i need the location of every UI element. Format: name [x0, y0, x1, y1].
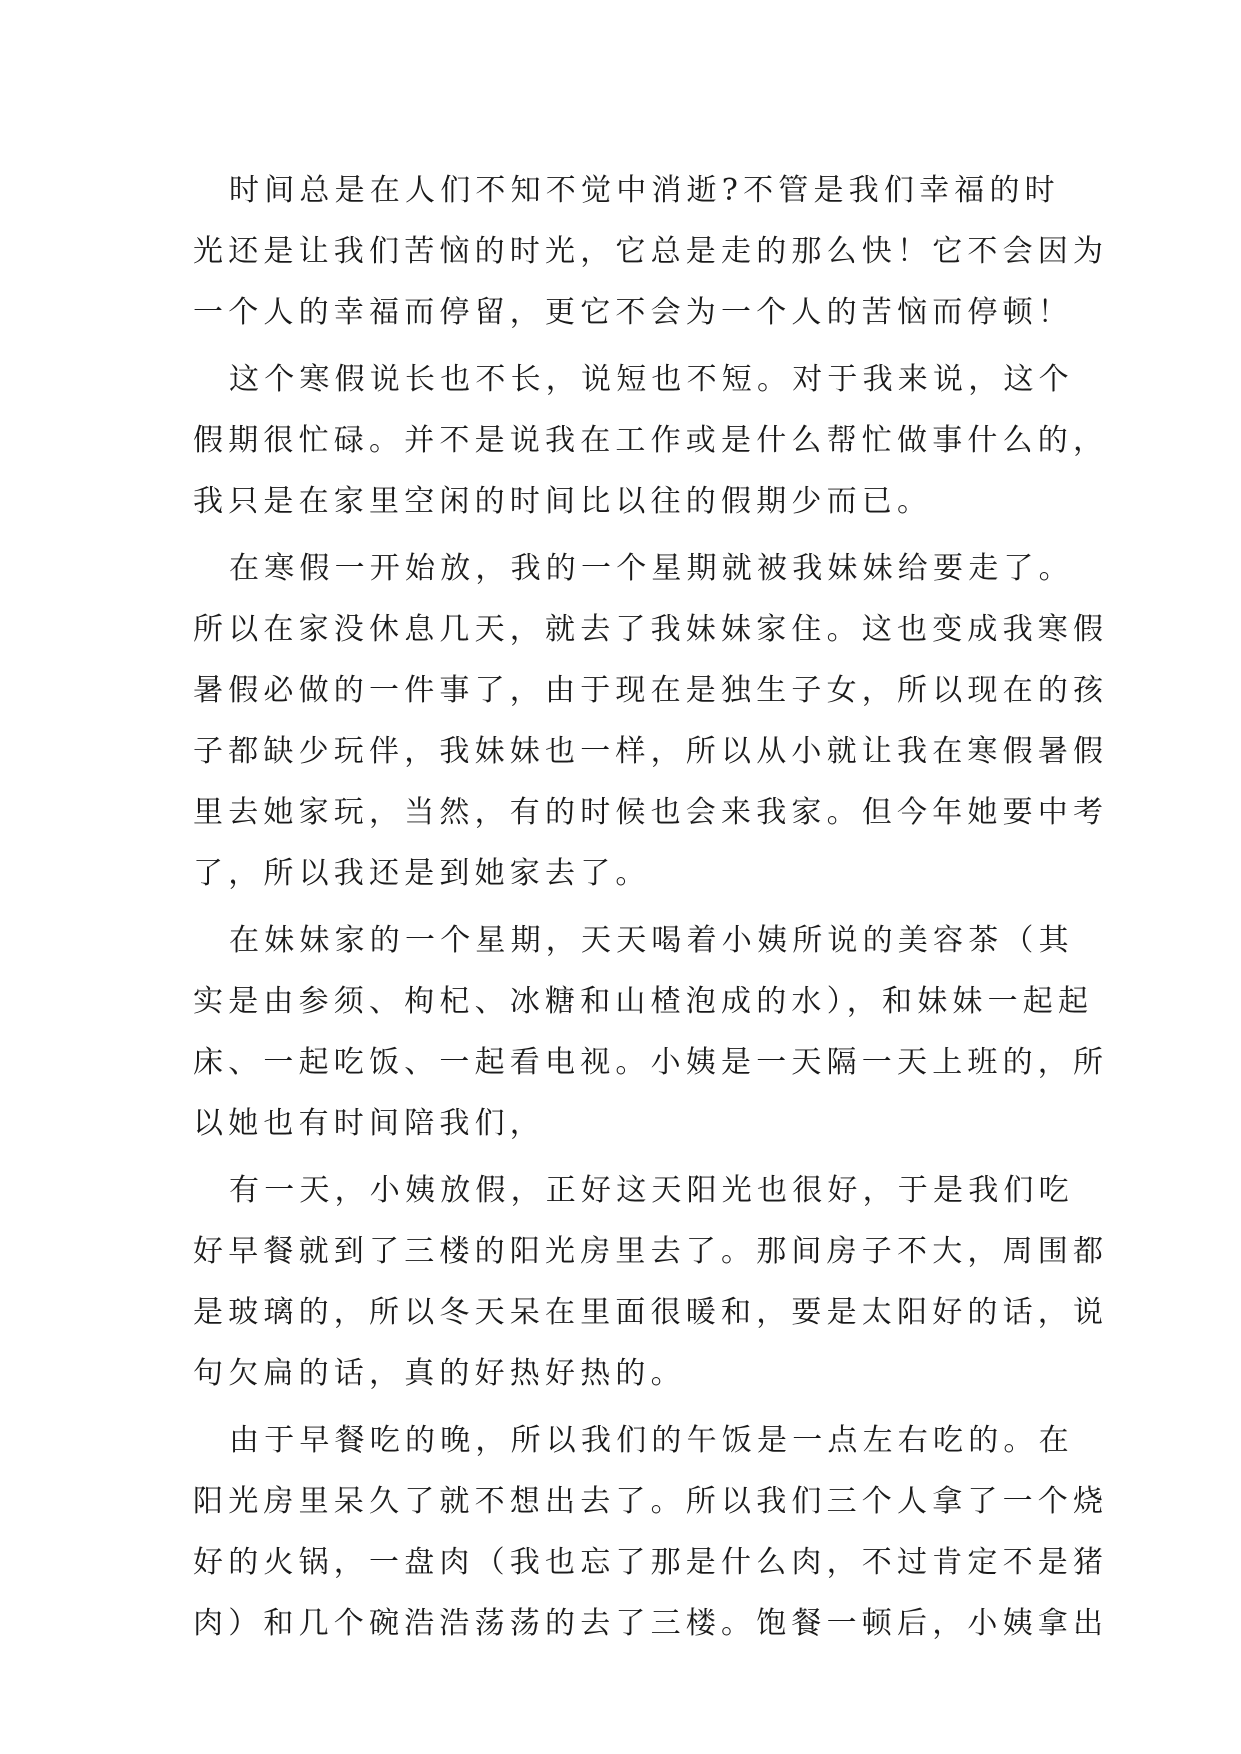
text-line: 时间总是在人们不知不觉中消逝?不管是我们幸福的时	[229, 173, 1060, 208]
text-line: 实是由参须、枸杞、冰糖和山楂泡成的水），和妹妹一起起	[193, 984, 1094, 1019]
text-line: 我只是在家里空闲的时间比以往的假期少而已。	[193, 484, 933, 519]
text-line: 了，所以我还是到她家去了。	[193, 856, 651, 891]
paragraph-2	[193, 349, 1109, 532]
text-line: 句欠扁的话，真的好热好热的。	[193, 1356, 686, 1391]
text-line: 这个寒假说长也不长，说短也不短。对于我来说，这个	[229, 362, 1074, 397]
text-line: 假期很忙碌。并不是说我在工作或是什么帮忙做事什么的，	[193, 423, 1109, 458]
text-line: 床、一起吃饭、一起看电视。小姨是一天隔一天上班的，所	[193, 1045, 1109, 1080]
text-line: 好早餐就到了三楼的阳光房里去了。那间房子不大，周围都	[193, 1234, 1109, 1269]
text-line: 一个人的幸福而停留，更它不会为一个人的苦恼而停顿！	[193, 295, 1073, 330]
text-line: 有一天，小姨放假，正好这天阳光也很好，于是我们吃	[229, 1173, 1074, 1208]
paragraph-4	[193, 910, 1109, 1154]
text-line: 里去她家玩，当然，有的时候也会来我家。但今年她要中考	[193, 795, 1109, 830]
text-line: 肉）和几个碗浩浩荡荡的去了三楼。饱餐一顿后，小姨拿出	[193, 1606, 1109, 1641]
text-line: 在妹妹家的一个星期，天天喝着小姨所说的美容茶（其	[229, 923, 1074, 958]
text-line: 以她也有时间陪我们，	[193, 1106, 545, 1141]
paragraph-3	[193, 538, 1109, 904]
text-line: 好的火锅，一盘肉（我也忘了那是什么肉，不过肯定不是猪	[193, 1545, 1109, 1580]
text-line: 光还是让我们苦恼的时光，它总是走的那么快！它不会因为	[193, 234, 1109, 269]
paragraph-5	[193, 1160, 1109, 1404]
text-line: 所以在家没休息几天，就去了我妹妹家住。这也变成我寒假	[193, 612, 1109, 647]
paragraph-6	[193, 1410, 1109, 1654]
paragraph-1	[193, 160, 1109, 343]
text-line: 暑假必做的一件事了，由于现在是独生子女，所以现在的孩	[193, 673, 1109, 708]
document-body	[193, 160, 1109, 1654]
text-line: 子都缺少玩伴，我妹妹也一样，所以从小就让我在寒假暑假	[193, 734, 1109, 769]
text-line: 在寒假一开始放，我的一个星期就被我妹妹给要走了。	[229, 551, 1074, 586]
text-line: 阳光房里呆久了就不想出去了。所以我们三个人拿了一个烧	[193, 1484, 1109, 1519]
text-line: 是玻璃的，所以冬天呆在里面很暖和，要是太阳好的话，说	[193, 1295, 1109, 1330]
text-line: 由于早餐吃的晚，所以我们的午饭是一点左右吃的。在	[229, 1423, 1074, 1458]
